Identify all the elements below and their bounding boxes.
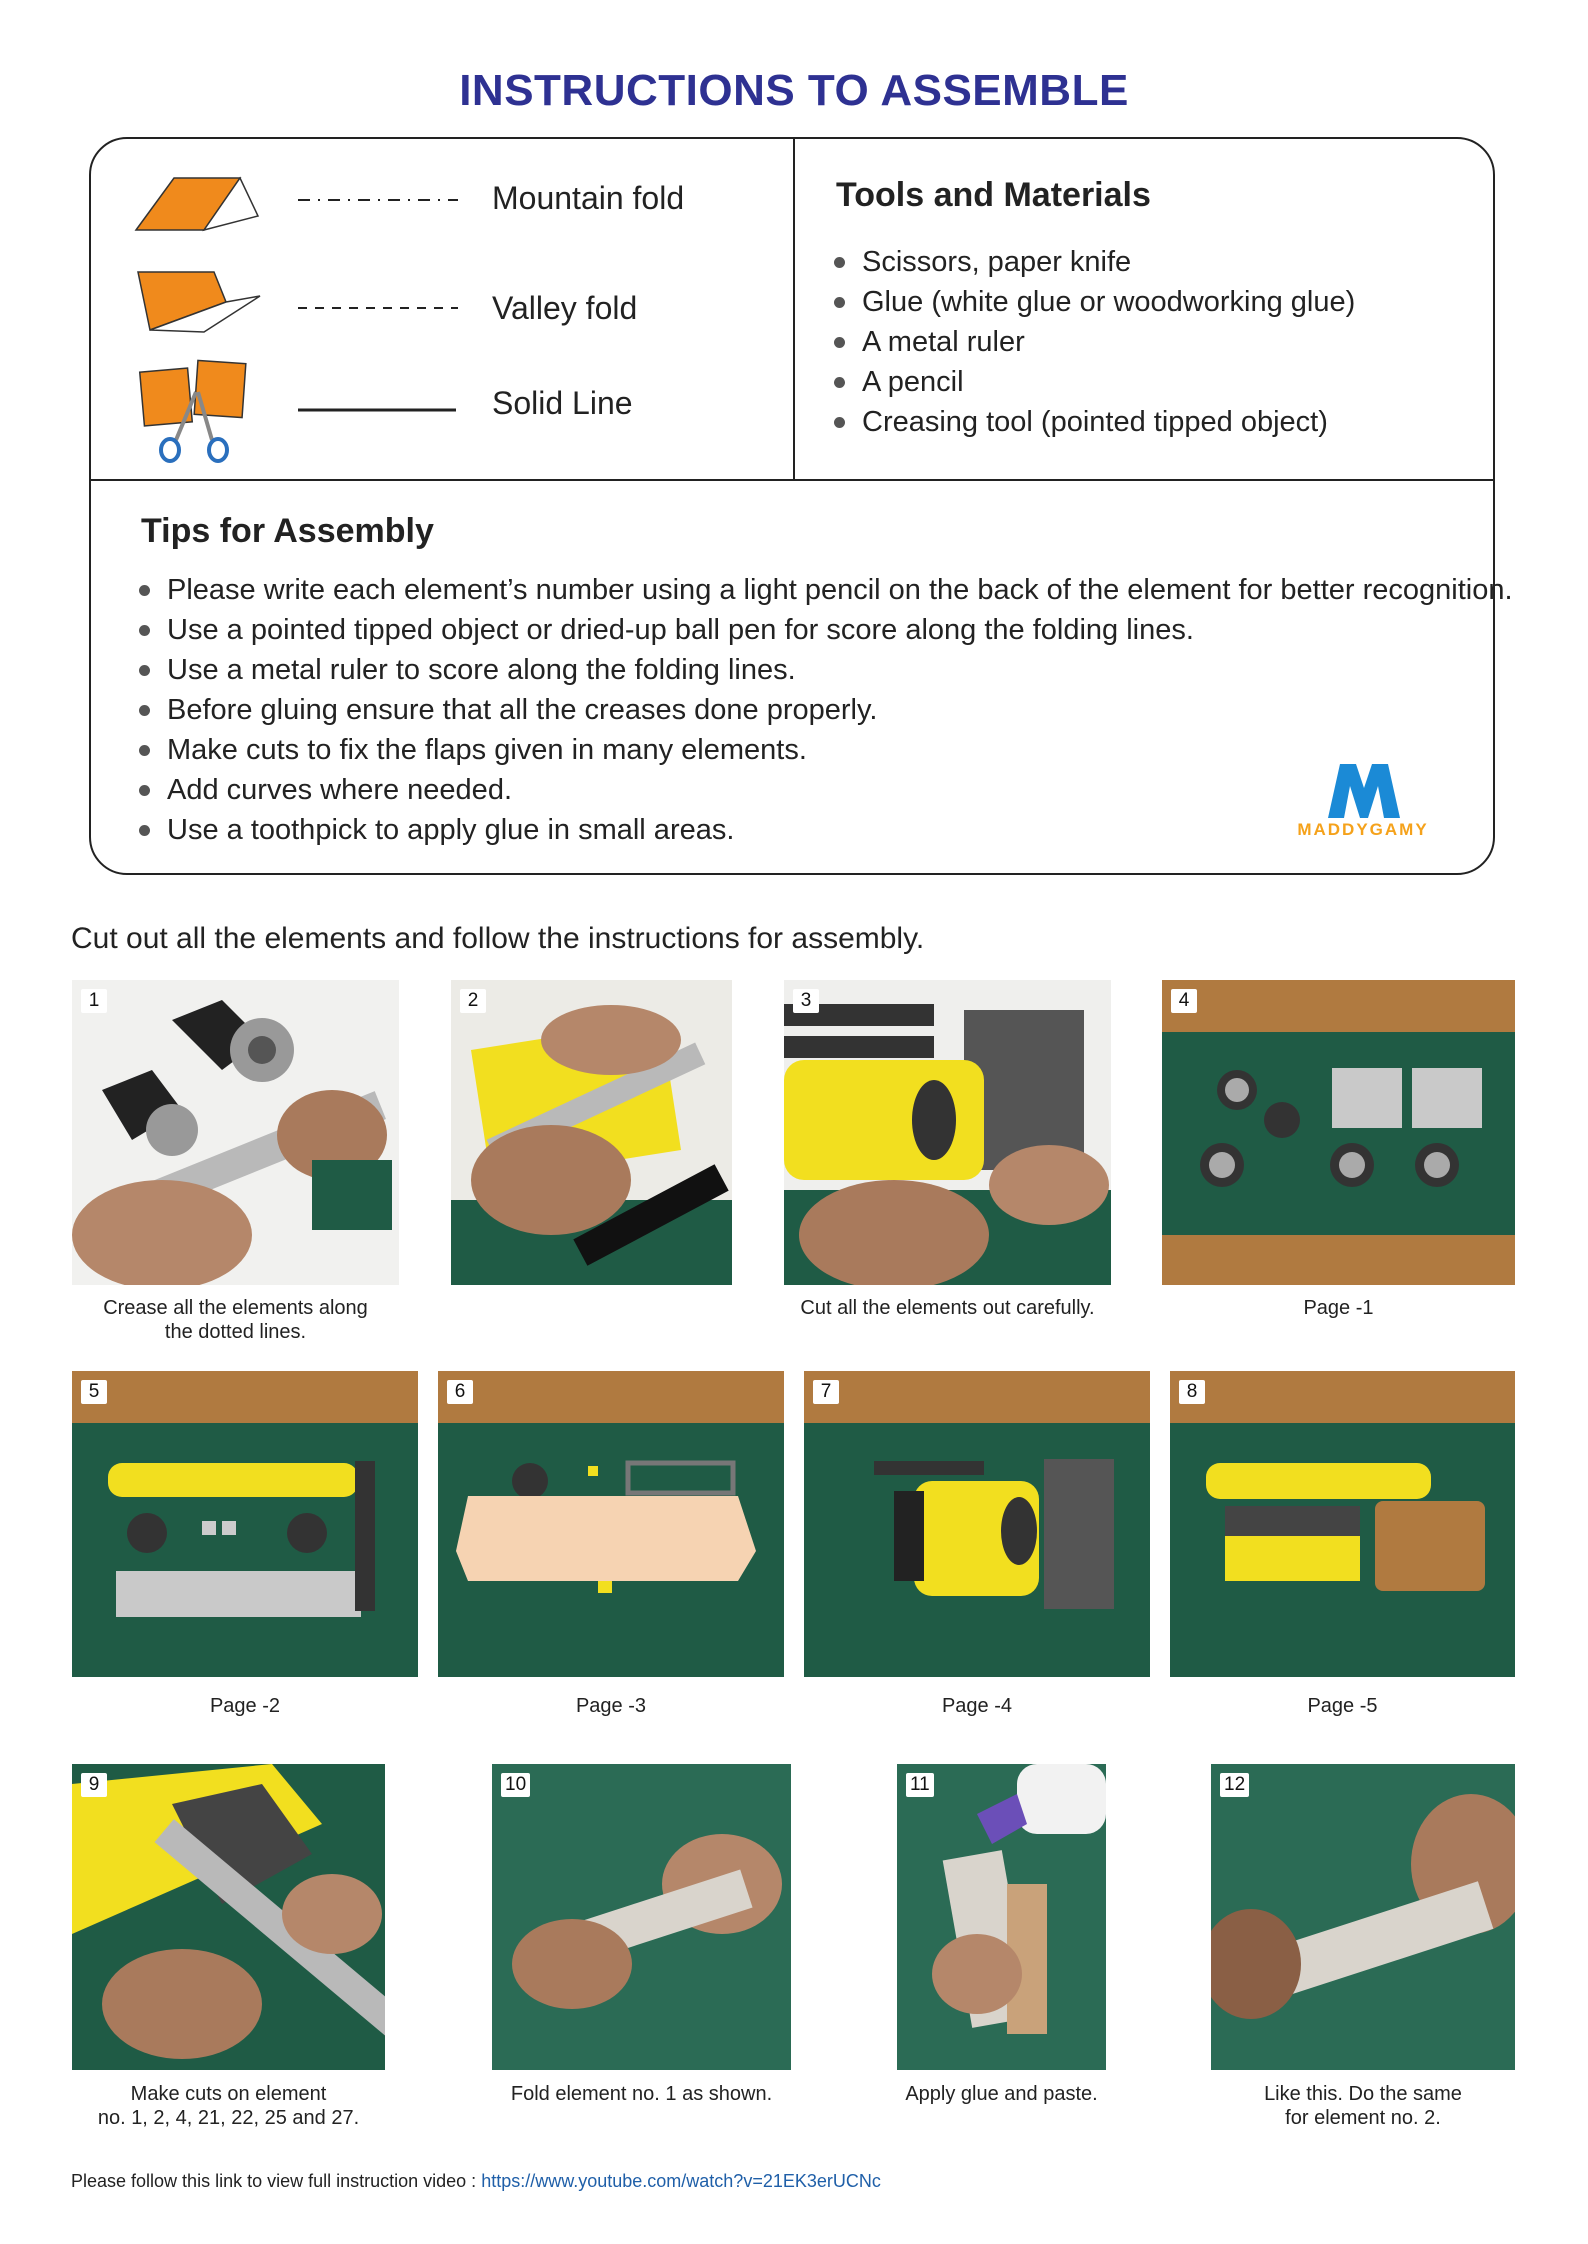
list-item: Use a pointed tipped object or dried-up ball pen for score along the folding lines. xyxy=(137,610,1513,650)
solid-line xyxy=(298,400,458,420)
step-number: 12 xyxy=(1220,1773,1249,1797)
step-number: 3 xyxy=(793,989,819,1013)
step-11-caption: Apply glue and paste. xyxy=(905,2083,1098,2105)
step-6-caption: Page -3 xyxy=(575,1695,647,1717)
panel-vertical-divider xyxy=(793,139,795,480)
step-number: 9 xyxy=(81,1773,107,1797)
step-3-caption: Cut all the elements out carefully. xyxy=(800,1297,1095,1319)
intro-text: Cut out all the elements and follow the instructions for assembly. xyxy=(71,922,925,955)
footer-text: Please follow this link to view full instruction video : xyxy=(71,2171,482,2191)
scissors-cut-icon xyxy=(138,358,252,464)
step-6-photo xyxy=(438,1371,784,1677)
valley-fold-line xyxy=(298,298,458,318)
tools-list xyxy=(832,242,1355,442)
step-8-photo xyxy=(1170,1371,1515,1677)
list-item: A pencil xyxy=(832,362,1355,402)
step-number: 10 xyxy=(501,1773,530,1797)
list-item: Add curves where needed. xyxy=(137,770,1513,810)
step-5-photo xyxy=(72,1371,418,1677)
step-7-caption: Page -4 xyxy=(941,1695,1013,1717)
list-item: Glue (white glue or woodworking glue) xyxy=(832,282,1355,322)
list-item: Use a metal ruler to score along the folding lines. xyxy=(137,650,1513,690)
solid-line-label: Solid Line xyxy=(492,385,633,421)
step-8-caption: Page -5 xyxy=(1307,1695,1378,1717)
step-10-photo xyxy=(492,1764,791,2070)
panel-horizontal-divider xyxy=(91,479,1493,481)
mountain-fold-label: Mountain fold xyxy=(492,180,685,216)
step-12-photo xyxy=(1211,1764,1515,2070)
footer-note xyxy=(71,2171,881,2192)
tools-heading: Tools and Materials xyxy=(836,176,1151,214)
step-10-caption: Fold element no. 1 as shown. xyxy=(510,2083,773,2105)
mountain-fold-line xyxy=(298,190,458,210)
step-3-photo xyxy=(784,980,1111,1285)
step-1-caption: Crease all the elements along the dotted lines. xyxy=(103,1297,368,1343)
page-title: INSTRUCTIONS TO ASSEMBLE xyxy=(459,66,1129,115)
step-number: 11 xyxy=(906,1773,934,1797)
list-item: Scissors, paper knife xyxy=(832,242,1355,282)
step-number: 6 xyxy=(447,1380,473,1404)
step-7-photo xyxy=(804,1371,1150,1677)
step-number: 5 xyxy=(81,1380,107,1404)
step-12-caption: Like this. Do the same for element no. 2. xyxy=(1264,2083,1462,2129)
tips-heading: Tips for Assembly xyxy=(141,512,434,550)
maddygamy-logo xyxy=(1268,762,1458,846)
mountain-fold-icon xyxy=(134,174,260,232)
video-link[interactable]: https://www.youtube.com/watch?v=21EK3erUCNc xyxy=(481,2171,881,2191)
logo-text: MADDYGAMY xyxy=(1297,820,1429,839)
list-item: Creasing tool (pointed tipped object) xyxy=(832,402,1355,442)
valley-fold-label: Valley fold xyxy=(492,290,638,326)
step-9-photo xyxy=(72,1764,385,2070)
step-1-photo xyxy=(72,980,399,1285)
step-4-caption: Page -1 xyxy=(1303,1297,1374,1319)
step-number: 1 xyxy=(81,989,107,1013)
step-4-photo xyxy=(1162,980,1515,1285)
step-number: 4 xyxy=(1171,989,1197,1013)
list-item: Please write each element’s number using a light pencil on the back of the element for better recognition. xyxy=(137,570,1513,610)
list-item: Use a toothpick to apply glue in small areas. xyxy=(137,810,1513,850)
step-9-caption: Make cuts on element no. 1, 2, 4, 21, 22, 25 and 27. xyxy=(97,2083,360,2129)
valley-fold-icon xyxy=(134,270,262,334)
step-5-caption: Page -2 xyxy=(209,1695,281,1717)
step-number: 2 xyxy=(460,989,486,1013)
step-number: 7 xyxy=(813,1380,839,1404)
list-item: Make cuts to fix the flaps given in many elements. xyxy=(137,730,1513,770)
list-item: Before gluing ensure that all the creases done properly. xyxy=(137,690,1513,730)
list-item: A metal ruler xyxy=(832,322,1355,362)
step-11-photo xyxy=(897,1764,1106,2070)
logo-m-icon xyxy=(1326,762,1402,818)
step-number: 8 xyxy=(1179,1380,1205,1404)
step-2-photo xyxy=(451,980,732,1285)
